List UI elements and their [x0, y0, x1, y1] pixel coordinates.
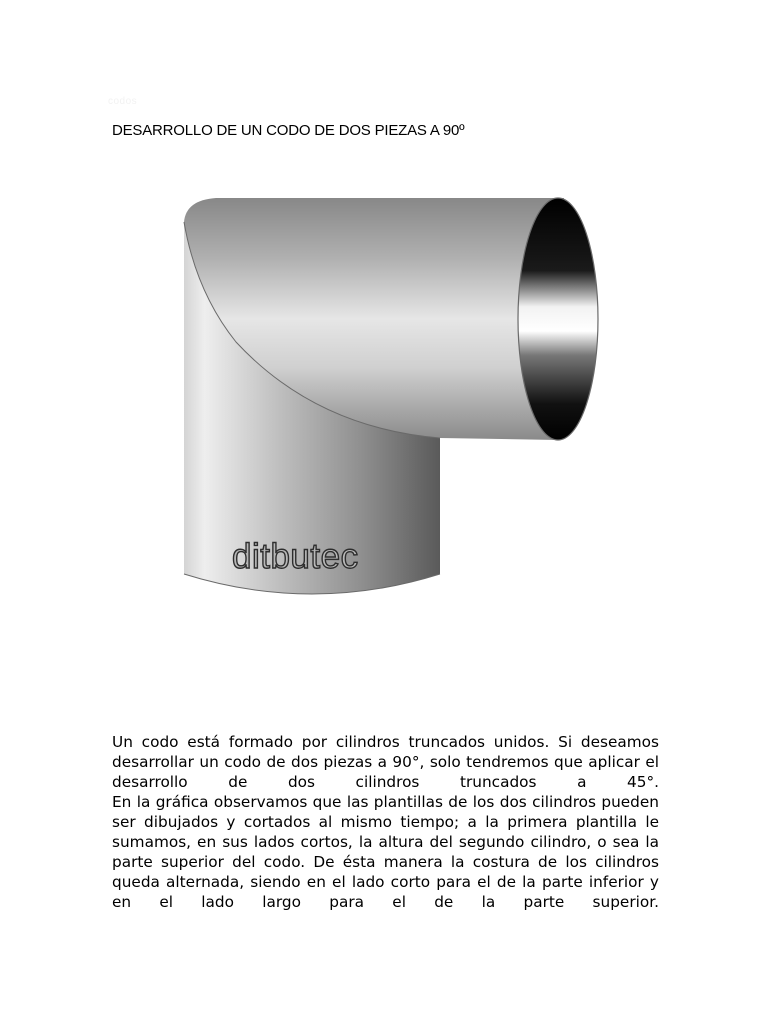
paragraph-line: parte superior del codo. De ésta manera la costura de los cilindros [112, 853, 659, 871]
paragraph-line: sumamos, en sus lados cortos, la altura del segundo cilindro, o sea la [112, 833, 659, 851]
body-paragraph [112, 732, 659, 912]
paragraph-line: ser dibujados y cortados al mismo tiempo; a la primera plantilla le [112, 813, 659, 831]
ditbutec-logo: ditbutec [232, 537, 359, 576]
paragraph-line: en el lado largo para el de la parte superior. [112, 893, 659, 911]
faint-header-mark: codos [108, 96, 138, 107]
document-title: DESARROLLO DE UN CODO DE DOS PIEZAS A 90º [112, 122, 465, 139]
paragraph-line: desarrollo de dos cilindros truncados a 45°. [112, 773, 659, 791]
elbow-illustration [176, 192, 600, 600]
paragraph-line: Un codo está formado por cilindros truncados unidos. Si deseamos [112, 733, 659, 751]
paragraph-line: desarrollar un codo de dos piezas a 90°, solo tendremos que aplicar el [112, 753, 659, 771]
paragraph-line: queda alternada, siendo en el lado corto para el de la parte inferior y [112, 873, 659, 891]
paragraph-line: En la gráfica observamos que las plantillas de los dos cilindros pueden [112, 793, 659, 811]
